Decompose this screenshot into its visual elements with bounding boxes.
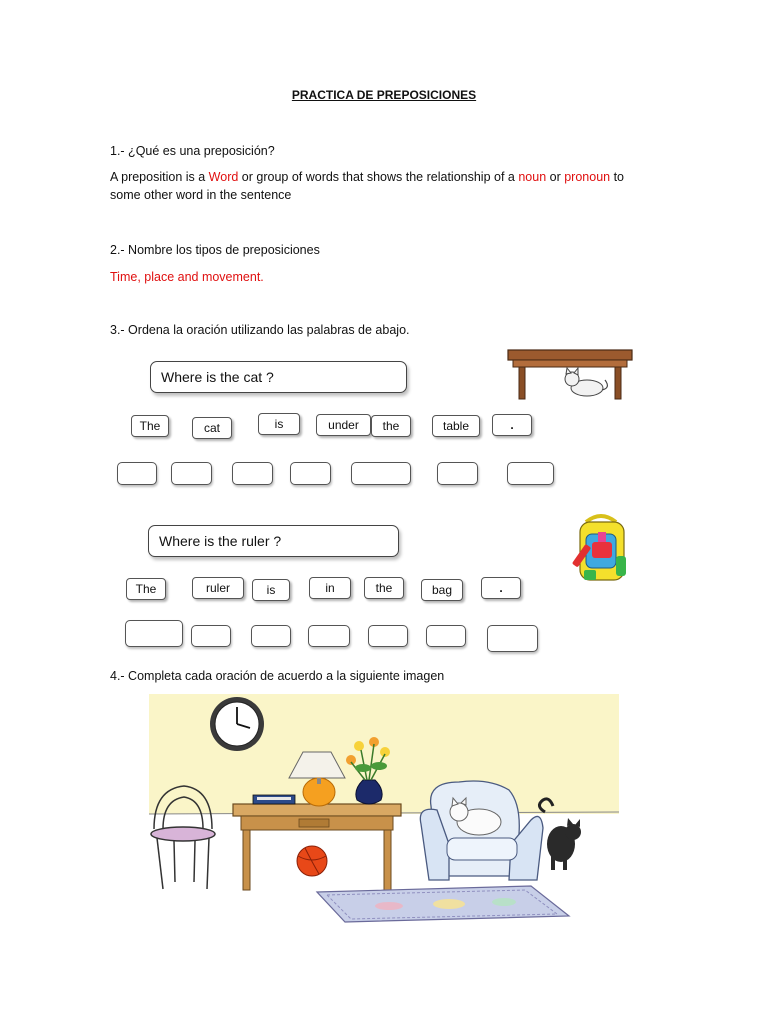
answer-1-line-2: some other word in the sentence bbox=[110, 188, 292, 202]
answer-box[interactable] bbox=[507, 462, 554, 485]
word-card[interactable]: bag bbox=[421, 579, 463, 601]
answer-1-text-a: A preposition is a bbox=[110, 170, 209, 184]
word-card[interactable]: . bbox=[481, 577, 521, 599]
answer-1-line-1 bbox=[110, 168, 624, 186]
prompt-box-cat bbox=[150, 361, 407, 393]
answer-box[interactable] bbox=[251, 625, 291, 647]
answer-1-text-b: or group of words that shows the relationship of a bbox=[238, 170, 519, 184]
answer-box[interactable] bbox=[232, 462, 273, 485]
answer-box[interactable] bbox=[290, 462, 331, 485]
answer-box[interactable] bbox=[437, 462, 478, 485]
word-card[interactable]: cat bbox=[192, 417, 232, 439]
answer-box[interactable] bbox=[351, 462, 411, 485]
answer-box[interactable] bbox=[308, 625, 350, 647]
question-2: 2.- Nombre los tipos de preposiciones bbox=[110, 243, 320, 257]
word-card[interactable]: under bbox=[316, 414, 371, 436]
word-card[interactable]: ruler bbox=[192, 577, 244, 599]
answer-2: Time, place and movement. bbox=[110, 270, 264, 284]
rug-icon bbox=[317, 886, 569, 922]
word-card[interactable]: The bbox=[131, 415, 169, 437]
word-card[interactable]: the bbox=[364, 577, 404, 599]
word-card[interactable]: The bbox=[126, 578, 166, 600]
prompt-cat-text: Where is the cat ? bbox=[161, 369, 274, 385]
answer-1-pronoun: pronoun bbox=[564, 170, 611, 184]
answer-1-text-c: or bbox=[546, 170, 565, 184]
backpack-ruler-image bbox=[568, 512, 634, 584]
word-card[interactable]: the bbox=[371, 415, 411, 437]
answer-1-noun: noun bbox=[518, 170, 547, 184]
answer-box[interactable] bbox=[171, 462, 212, 485]
answer-box[interactable] bbox=[368, 625, 408, 647]
answer-box[interactable] bbox=[487, 625, 538, 652]
question-3: 3.- Ordena la oración utilizando las palabras de abajo. bbox=[110, 323, 410, 337]
ball-icon bbox=[297, 846, 327, 876]
word-card[interactable]: table bbox=[432, 415, 480, 437]
word-card[interactable]: is bbox=[252, 579, 290, 601]
clock-icon bbox=[210, 697, 264, 751]
book-icon bbox=[253, 795, 295, 804]
answer-box[interactable] bbox=[117, 462, 157, 485]
page-title: PRACTICA DE PREPOSICIONES bbox=[291, 88, 477, 102]
table-cat-image bbox=[505, 348, 635, 403]
word-card[interactable]: is bbox=[258, 413, 300, 435]
answer-box[interactable] bbox=[125, 620, 183, 647]
word-card[interactable]: in bbox=[309, 577, 351, 599]
question-4: 4.- Completa cada oración de acuerdo a la siguiente imagen bbox=[110, 669, 445, 683]
answer-box[interactable] bbox=[426, 625, 466, 647]
answer-1-word: Word bbox=[208, 170, 239, 184]
answer-box[interactable] bbox=[191, 625, 231, 647]
prompt-box-ruler bbox=[148, 525, 399, 557]
question-1: 1.- ¿Qué es una preposición? bbox=[110, 144, 275, 158]
answer-1-text-d: to bbox=[610, 170, 624, 184]
prompt-ruler-text: Where is the ruler ? bbox=[159, 533, 282, 549]
room-illustration bbox=[149, 694, 619, 926]
word-card[interactable]: . bbox=[492, 414, 532, 436]
